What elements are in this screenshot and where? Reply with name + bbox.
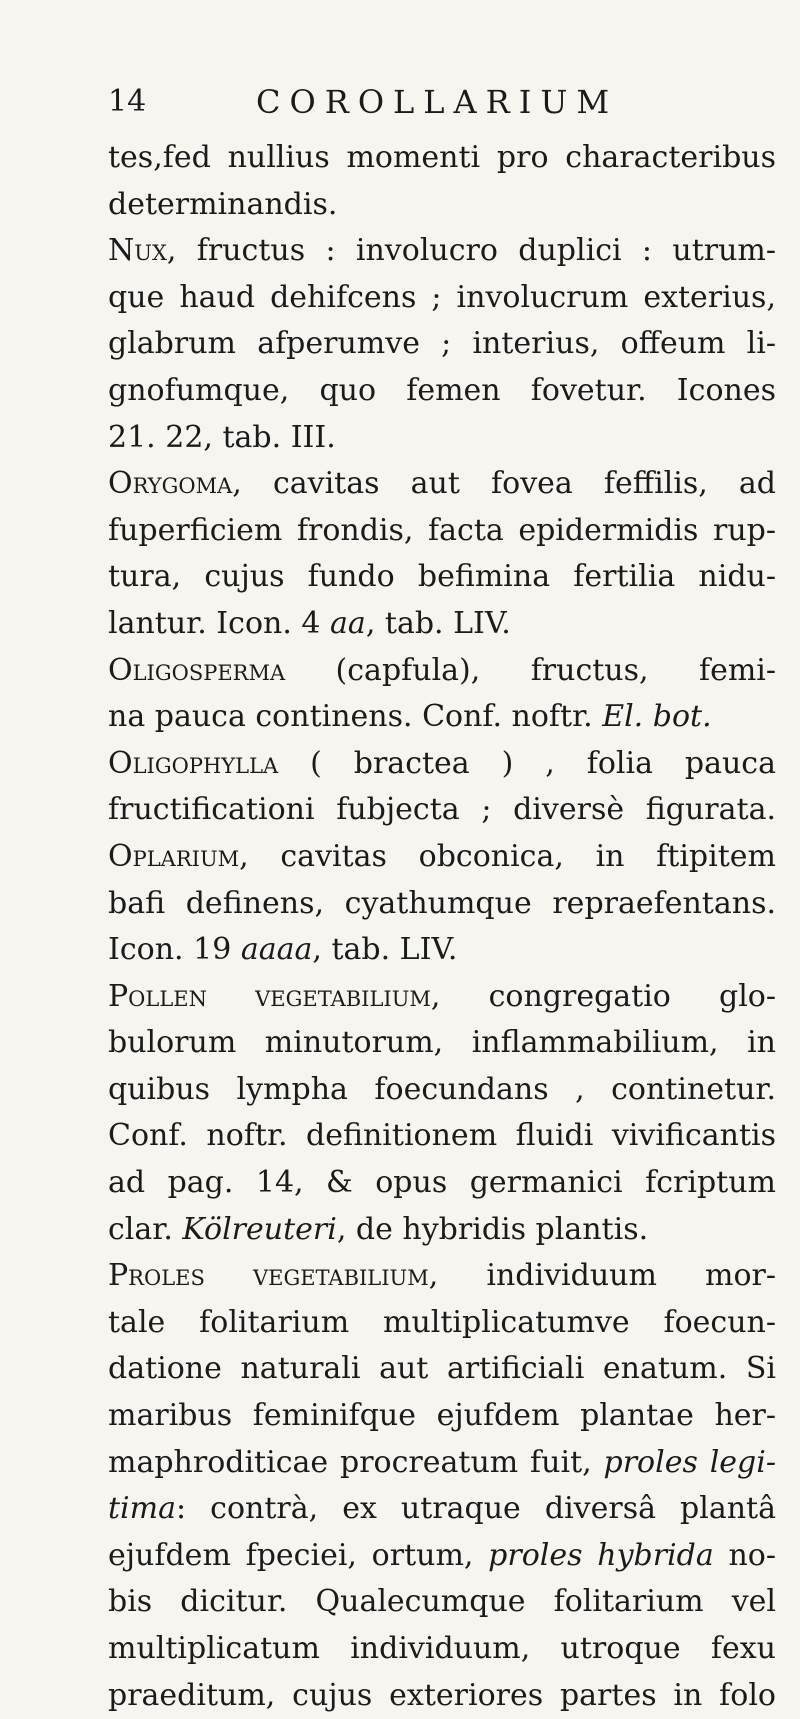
text-run: tura, cujus fundo befimina fertilia nidu-	[108, 559, 776, 595]
entry-headword: Pollen vegetabilium	[108, 978, 431, 1014]
text-run: , de hybridis plantis.	[336, 1211, 649, 1247]
text-line	[108, 1300, 776, 1347]
text-run: maphroditicae procreatum fuit,	[108, 1444, 604, 1480]
text-line	[108, 368, 776, 415]
text-line	[108, 601, 776, 648]
text-run: : contrà, ex utraque diversâ plantâ	[175, 1491, 776, 1527]
text-line	[108, 1533, 776, 1580]
text-line	[108, 415, 776, 462]
text-run: gnofumque, quo femen fovetur. Icones	[108, 372, 776, 408]
running-head: COROLLARIUM	[256, 83, 619, 121]
text-line	[108, 1486, 776, 1533]
text-line	[108, 135, 776, 182]
text-line	[108, 1579, 776, 1626]
text-line	[108, 1440, 776, 1487]
text-line	[108, 1160, 776, 1207]
text-run: , individuum mor-	[428, 1258, 776, 1294]
italic-text: proles hybrida	[488, 1537, 714, 1573]
text-run: quibus lympha foecundans , continetur.	[108, 1071, 776, 1107]
text-line	[108, 881, 776, 928]
text-line	[108, 1020, 776, 1067]
text-line	[108, 974, 776, 1021]
italic-text: proles legi-	[603, 1444, 776, 1480]
text-line	[108, 1393, 776, 1440]
text-run: , congregatio glo-	[430, 978, 776, 1014]
text-run: , fructus : involucro duplici : utrum-	[166, 233, 776, 269]
page-number: 14	[108, 84, 147, 119]
text-line	[108, 648, 776, 695]
text-line	[108, 321, 776, 368]
italic-text: tima	[108, 1491, 176, 1527]
entry-headword: Oplarium	[108, 838, 240, 874]
text-line	[108, 1113, 776, 1160]
text-line	[108, 834, 776, 881]
text-run: multiplicatum individuum, utroque fexu	[108, 1631, 776, 1666]
text-line	[108, 554, 776, 601]
text-run: ( bractea ) , folia pauca	[278, 745, 776, 781]
text-run: , cavitas obconica, in ftipitem	[239, 838, 776, 874]
text-run: Conf. noftr. definitionem fluidi vivificantis	[108, 1118, 776, 1154]
text-run: , tab. LIV.	[312, 932, 458, 968]
page-header	[0, 72, 800, 132]
text-line	[108, 1207, 776, 1254]
text-run: determinandis.	[108, 186, 338, 222]
text-line	[108, 228, 776, 275]
text-line	[108, 741, 776, 788]
text-line	[108, 275, 776, 322]
entry-headword: Oligosperma	[108, 652, 286, 688]
text-line	[108, 1346, 776, 1393]
entry-headword: Oligophylla	[108, 745, 279, 781]
text-run: tale folitarium multiplicatumve foecun-	[108, 1304, 776, 1340]
text-line	[108, 1253, 776, 1300]
text-run: bulorum minutorum, inflammabilium, in	[108, 1025, 776, 1061]
text-run: no-	[713, 1537, 776, 1573]
text-line	[108, 508, 776, 555]
text-line	[108, 787, 776, 834]
text-run: glabrum afperumve ; interius, offeum li-	[108, 326, 776, 362]
text-run: tes,fed nullius momenti pro characteribus	[108, 140, 776, 175]
text-line	[108, 694, 776, 741]
text-run: ejufdem fpeciei, ortum,	[108, 1537, 489, 1573]
text-run: (capfula), fructus, femi-	[285, 652, 776, 688]
text-run: Icon. 19	[108, 932, 241, 968]
text-run: 21. 22, tab. III.	[108, 419, 336, 455]
text-run: ad pag. 14, & opus germanici fcriptum	[108, 1165, 776, 1201]
text-line	[108, 1673, 776, 1719]
text-run: , cavitas aut fovea feffilis, ad	[232, 466, 776, 502]
text-line	[108, 182, 776, 229]
text-run: na pauca continens. Conf. noftr.	[108, 699, 603, 735]
text-line	[108, 927, 776, 974]
body-text	[108, 135, 776, 1719]
italic-text: Kölreuteri	[182, 1211, 337, 1247]
text-run: bafi definens, cyathumque repraefentans.	[108, 885, 776, 921]
text-line	[108, 1067, 776, 1114]
italic-text: El. bot.	[602, 699, 712, 735]
text-run: praeditum, cujus exteriores partes in folo	[108, 1677, 776, 1713]
text-line	[108, 1626, 776, 1673]
text-run: lantur. Icon. 4	[108, 605, 331, 641]
text-run: datione naturali aut artificiali enatum. Si	[108, 1351, 776, 1387]
italic-text: aaaa	[240, 932, 313, 968]
text-run: clar.	[108, 1211, 183, 1247]
text-line	[108, 461, 776, 508]
text-run: , tab. LIV.	[365, 605, 511, 641]
text-run: que haud dehifcens ; involucrum exterius,	[108, 279, 776, 315]
text-run: maribus feminifque ejufdem plantae her-	[108, 1398, 776, 1434]
text-run: fuperficiem frondis, facta epidermidis rup-	[108, 512, 776, 548]
entry-headword: Orygoma	[108, 466, 233, 502]
entry-headword: Proles vegetabilium	[108, 1258, 429, 1294]
italic-text: aa	[330, 605, 366, 641]
text-run: fructificationi fubjecta ; diversè figurata.	[108, 792, 776, 828]
text-run: bis dicitur. Qualecumque folitarium vel	[108, 1584, 776, 1620]
entry-headword: Nux	[108, 233, 167, 269]
